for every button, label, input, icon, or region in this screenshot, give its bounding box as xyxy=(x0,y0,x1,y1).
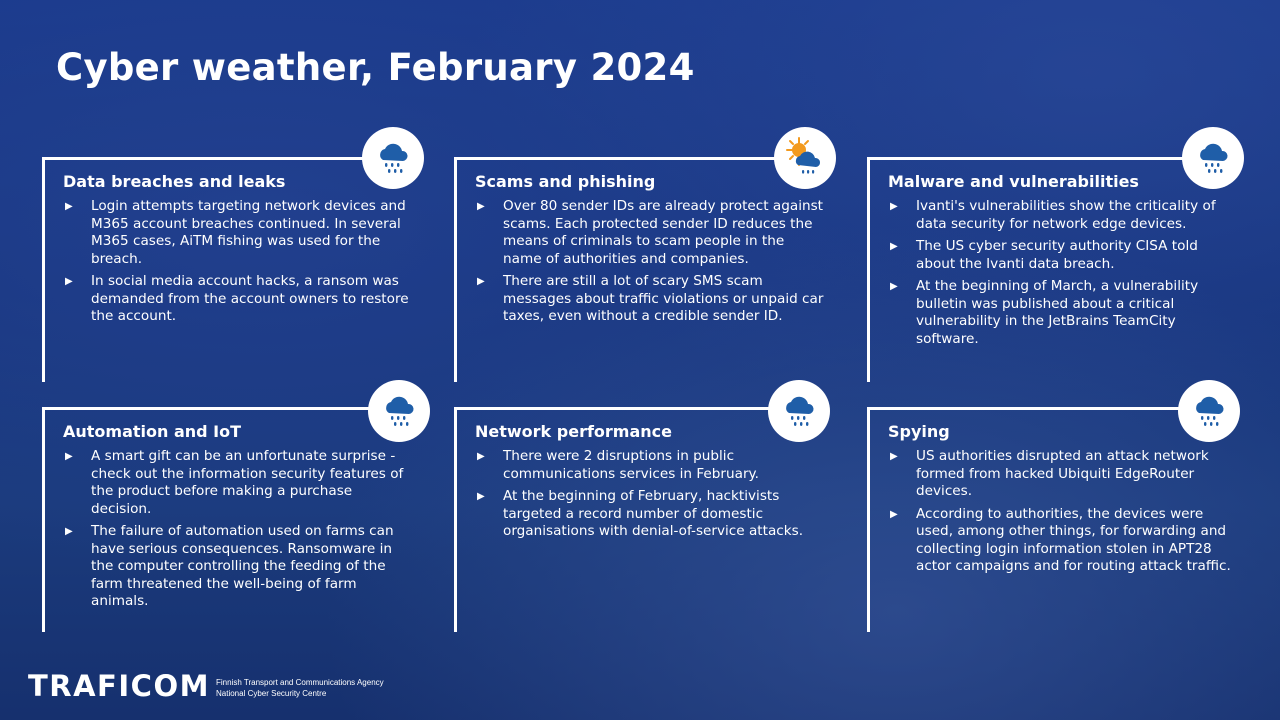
bullet-list xyxy=(475,198,824,331)
card-title: Data breaches and leaks xyxy=(63,172,286,191)
bullet-list xyxy=(63,198,412,331)
card-scams-phishing xyxy=(454,157,824,382)
rain-cloud-icon xyxy=(768,380,830,442)
list-item: ▶ At the beginning of March, a vulnerability bulletin was published about a critical vulnerability in the JetBrains TeamCity software. xyxy=(888,278,1237,348)
bullet-list xyxy=(63,448,412,616)
bullet-list xyxy=(475,448,824,546)
list-item: ▶ There are still a lot of scary SMS scam messages about traffic violations or unpaid car taxes, even without a credible sender ID. xyxy=(475,273,824,326)
card-title: Automation and IoT xyxy=(63,422,242,441)
card-title: Network performance xyxy=(475,422,672,441)
bullet-list xyxy=(888,198,1237,353)
agency-name xyxy=(216,677,384,699)
card-spying xyxy=(867,407,1237,632)
list-item: ▶ The failure of automation used on farms can have serious consequences. Ransomware in the computer controlling the feeding of the farm threatened the well-being of farm animals. xyxy=(63,523,412,611)
card-title: Malware and vulnerabilities xyxy=(888,172,1139,191)
rain-cloud-icon xyxy=(368,380,430,442)
rain-cloud-icon xyxy=(362,127,424,189)
card-malware-vulnerabilities xyxy=(867,157,1237,382)
list-item: ▶ US authorities disrupted an attack network formed from hacked Ubiquiti EdgeRouter devices. xyxy=(888,448,1237,501)
list-item: ▶ A smart gift can be an unfortunate surprise - check out the information security features of the product before making a purchase decision. xyxy=(63,448,412,518)
list-item: ▶ At the beginning of February, hacktivists targeted a record number of domestic organisations with denial-of-service attacks. xyxy=(475,488,824,541)
bullet-list xyxy=(888,448,1237,581)
sun-cloud-rain-icon xyxy=(774,127,836,189)
rain-cloud-icon xyxy=(1182,127,1244,189)
page-title: Cyber weather, February 2024 xyxy=(56,46,695,89)
list-item: ▶ Ivanti's vulnerabilities show the criticality of data security for network edge devices. xyxy=(888,198,1237,233)
card-network-performance xyxy=(454,407,824,632)
list-item: ▶ The US cyber security authority CISA told about the Ivanti data breach. xyxy=(888,238,1237,273)
agency-line-1: Finnish Transport and Communications Agency xyxy=(216,678,384,687)
list-item: ▶ According to authorities, the devices were used, among other things, for forwarding and collecting login information stolen in APT28 actor campaigns and for routing attack traffic. xyxy=(888,506,1237,576)
agency-line-2: National Cyber Security Centre xyxy=(216,689,327,698)
list-item: ▶ In social media account hacks, a ransom was demanded from the account owners to restore the account. xyxy=(63,273,412,326)
list-item: ▶ Over 80 sender IDs are already protect against scams. Each protected sender ID reduces the means of criminals to scam people in the name of authorities and companies. xyxy=(475,198,824,268)
rain-cloud-icon xyxy=(1178,380,1240,442)
list-item: ▶ Login attempts targeting network devices and M365 account breaches continued. In several M365 cases, AiTM fishing was used for the breach. xyxy=(63,198,412,268)
card-title: Scams and phishing xyxy=(475,172,656,191)
list-item: ▶ There were 2 disruptions in public communications services in February. xyxy=(475,448,824,483)
card-title: Spying xyxy=(888,422,950,441)
card-data-breaches xyxy=(42,157,412,382)
traficom-logo: TRAFICOM xyxy=(28,669,210,703)
card-automation-iot xyxy=(42,407,412,632)
